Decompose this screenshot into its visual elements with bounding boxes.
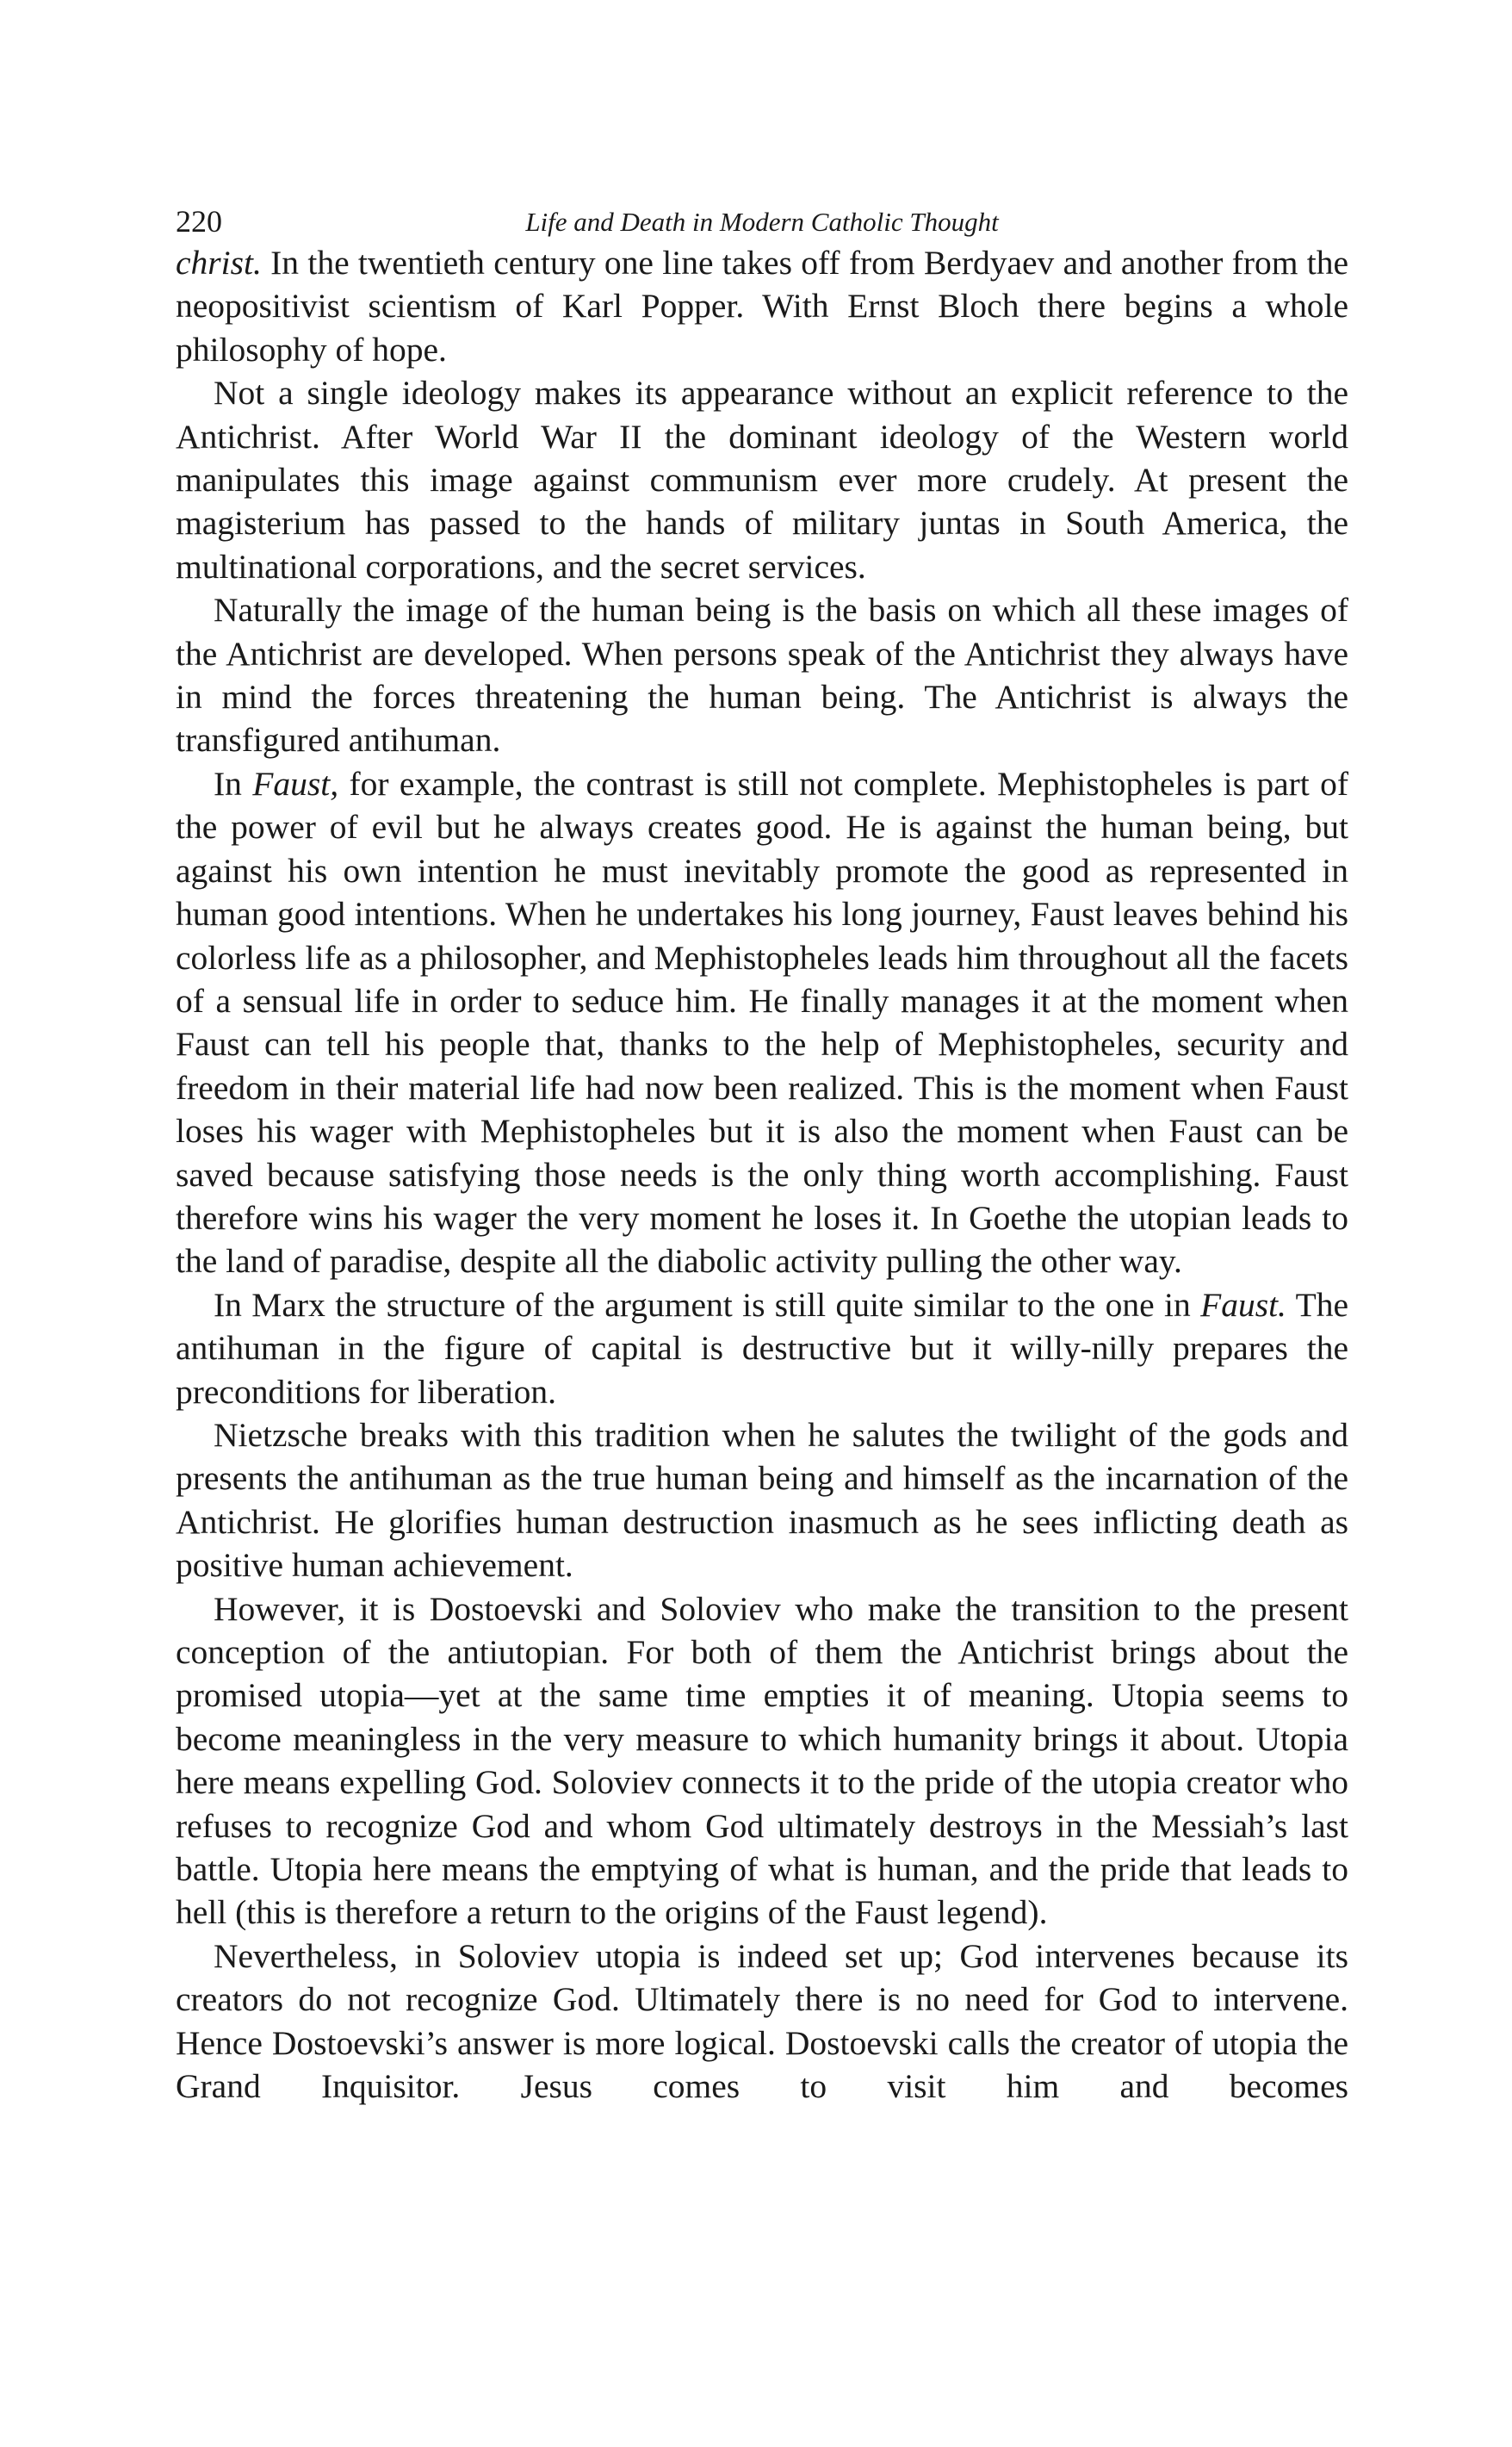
page-number: 220	[176, 204, 222, 239]
paragraph-2	[176, 371, 1348, 588]
paragraph-8-text: Nevertheless, in Soloviev utopia is indeed set up; God intervenes because its creators do not recognize God. Ultimately there is no need for God to intervene. Hence Dostoevski’s answer is more logical. Dostoevski calls the creator of utopia the Grand Inquisitor. Jesus comes to visit him and becomes	[176, 1936, 1348, 2106]
paragraph-1	[176, 241, 1348, 371]
paragraph-7	[176, 1587, 1348, 1935]
paragraph-5-lead: In Marx the structure of the argument is still quite similar to the one in	[214, 1285, 1201, 1324]
paragraph-3-text: Naturally the image of the human being is the basis on which all these images of the Antichrist are developed. When persons speak of the Antichrist they always have in mind the forces threatening the human being. The Antichrist is always the transfigured antihuman.	[176, 591, 1348, 760]
body-text	[176, 241, 1348, 2108]
paragraph-5-text: The antihuman in the figure of capital is destructive but it willy-nilly prepares the preconditions for liberation.	[176, 1285, 1349, 1411]
paragraph-4-italic: Faust,	[252, 764, 339, 803]
paragraph-5-italic: Faust.	[1200, 1285, 1286, 1324]
paragraph-2-text: Not a single ideology makes its appearance without an explicit reference to the Antichrist. After World War II the dominant ideology of the Western world manipulates this image against communism ever more crudely. At present the magisterium has passed to the hands of military juntas in South America, the multinational corporations, and the secret services.	[176, 374, 1348, 586]
paragraph-4-lead: In	[214, 764, 253, 803]
running-title: Life and Death in Modern Catholic Thought	[525, 207, 999, 237]
book-page	[176, 193, 1348, 2108]
paragraph-8	[176, 1935, 1348, 2109]
paragraph-6	[176, 1413, 1348, 1587]
paragraph-6-text: Nietzsche breaks with this tradition when he salutes the twilight of the gods and presents the antihuman as the true human being and himself as the incarnation of the Antichrist. He glorifies human destruction inasmuch as he sees inflicting death as positive human achievement.	[176, 1415, 1348, 1585]
paragraph-4-text: for example, the contrast is still not complete. Mephistopheles is part of the power of evil but he always creates good. He is against the human being, but against his own intention he must inevitably promote the good as represented in human good intentions. When he undertakes his long journey, Faust leaves behind his colorless life as a philosopher, and Mephistopheles leads him throughout all the facets of a sensual life in order to seduce him. He finally manages it at the moment when Faust can tell his people that, thanks to the help of Mephistopheles, security and freedom in their material life had now been realized. This is the moment when Faust loses his wager with Mephistopheles but it is also the moment when Faust can be saved because satisfying those needs is the only thing worth accomplishing. Faust therefore wins his wager the very moment he loses it. In Goethe the utopian leads to the land of paradise, despite all the diabolic activity pulling the other way.	[176, 764, 1348, 1281]
running-head	[176, 193, 1348, 241]
paragraph-5	[176, 1283, 1348, 1413]
paragraph-1-italic-lead: christ.	[176, 244, 262, 282]
paragraph-3	[176, 588, 1348, 762]
paragraph-4	[176, 762, 1348, 1283]
paragraph-7-text: However, it is Dostoevski and Soloviev who make the transition to the present conception of the antiutopian. For both of them the Antichrist brings about the promised utopia—yet at the same time empties it of meaning. Utopia seems to become meaningless in the very measure to which humanity brings it about. Utopia here means expelling God. Soloviev connects it to the pride of the utopia creator who refuses to recognize God and whom God ultimately destroys in the Messiah’s last battle. Utopia here means the emptying of what is human, and the pride that leads to hell (this is therefore a return to the origins of the Faust legend).	[176, 1589, 1348, 1932]
paragraph-1-text: In the twentieth century one line takes off from Berdyaev and another from the neopositivist scientism of Karl Popper. With Ernst Bloch there begins a whole philosophy of hope.	[176, 244, 1348, 369]
